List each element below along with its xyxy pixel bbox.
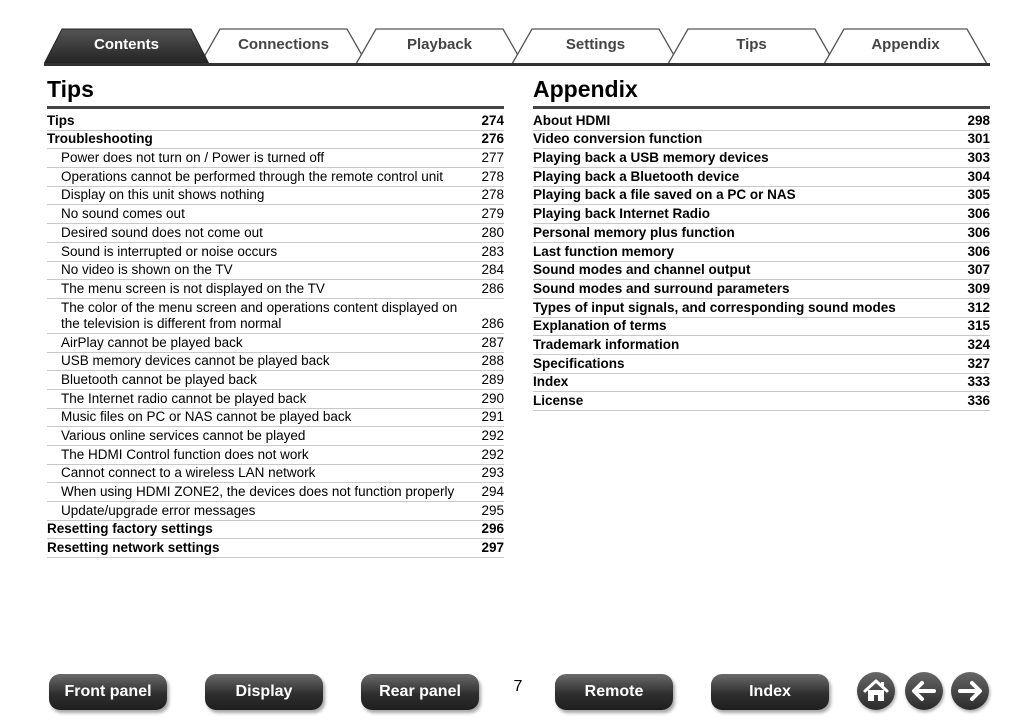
toc-title: The Internet radio cannot be played back — [61, 390, 307, 406]
toc-row[interactable] — [47, 187, 504, 206]
toc-page: 286 — [481, 280, 504, 296]
arrow-right-icon[interactable] — [951, 672, 989, 710]
toc-page: 298 — [967, 112, 990, 128]
toc-page: 336 — [967, 393, 990, 408]
toc-row[interactable] — [47, 409, 504, 428]
toc-row[interactable] — [533, 205, 990, 224]
toc-page: 278 — [481, 187, 504, 203]
toc-page: 306 — [967, 206, 990, 222]
toc-row[interactable] — [47, 502, 504, 521]
section-title-tips: Tips — [47, 74, 504, 109]
toc-row[interactable] — [533, 262, 990, 281]
toc-page: 284 — [481, 262, 504, 278]
remote-button[interactable]: Remote — [555, 674, 673, 710]
section-title-appendix: Appendix — [533, 74, 990, 109]
toc-title: Display on this unit shows nothing — [61, 187, 265, 203]
toc-title: Video conversion function — [533, 131, 703, 147]
toc-title: No video is shown on the TV — [61, 262, 233, 278]
toc-row[interactable] — [533, 392, 990, 411]
tab-baseline — [44, 63, 990, 66]
toc-page: 292 — [481, 446, 504, 462]
tab-connections[interactable]: Connections — [238, 36, 329, 53]
toc-row[interactable] — [47, 427, 504, 446]
toc-page: 286 — [481, 315, 504, 331]
display-button[interactable]: Display — [205, 674, 323, 710]
toc-title: Cannot connect to a wireless LAN network — [61, 465, 316, 481]
toc-row[interactable] — [47, 390, 504, 409]
toc-title: Various online services cannot be played — [61, 428, 306, 443]
toc-title: AirPlay cannot be played back — [61, 334, 243, 350]
toc-page: 278 — [481, 168, 504, 184]
toc-page: 301 — [967, 131, 990, 147]
tips-section — [47, 74, 504, 558]
tab-contents[interactable]: Contents — [94, 36, 159, 53]
toc-title: No sound comes out — [61, 206, 185, 222]
toc-row[interactable] — [47, 371, 504, 390]
toc-row[interactable] — [47, 299, 504, 334]
toc-page: 303 — [967, 150, 990, 166]
toc-row[interactable] — [533, 280, 990, 299]
toc-row[interactable] — [47, 521, 504, 540]
toc-title: Explanation of terms — [533, 318, 667, 334]
toc-page: 290 — [481, 390, 504, 406]
toc-title: Sound modes and surround parameters — [533, 280, 790, 296]
toc-row[interactable] — [533, 112, 990, 131]
toc-row[interactable] — [47, 465, 504, 484]
toc-page: 305 — [967, 187, 990, 203]
toc-row[interactable] — [533, 374, 990, 393]
toc-row[interactable] — [47, 539, 504, 558]
toc-page: 294 — [481, 484, 504, 500]
toc-page: 306 — [967, 224, 990, 240]
toc-page: 312 — [967, 299, 990, 315]
toc-row[interactable] — [47, 168, 504, 187]
toc-row[interactable] — [533, 336, 990, 355]
tab-tips[interactable]: Tips — [736, 36, 767, 53]
toc-title: Sound modes and channel output — [533, 262, 751, 278]
toc-row[interactable] — [533, 299, 990, 318]
toc-title: Last function memory — [533, 243, 675, 259]
toc-page: 289 — [481, 371, 504, 387]
toc-title: Update/upgrade error messages — [61, 502, 256, 518]
toc-title: Power does not turn on / Power is turned off — [61, 150, 325, 166]
toc-title: Types of input signals, and corresponding sound modes — [533, 299, 896, 315]
toc-title: Sound is interrupted or noise occurs — [61, 243, 278, 259]
toc-row[interactable] — [533, 355, 990, 374]
toc-page: 280 — [481, 224, 504, 240]
toc-title: Bluetooth cannot be played back — [61, 371, 257, 387]
toc-row[interactable] — [47, 334, 504, 353]
toc-row[interactable] — [47, 224, 504, 243]
toc-row[interactable] — [47, 262, 504, 281]
toc-title: Trademark information — [533, 336, 680, 352]
appendix-section — [533, 74, 990, 411]
arrow-left-icon[interactable] — [905, 672, 943, 710]
toc-row[interactable] — [47, 131, 504, 150]
tab-settings[interactable]: Settings — [565, 36, 626, 53]
toc-page: 295 — [481, 502, 504, 518]
tab-appendix[interactable]: Appendix — [871, 36, 940, 53]
toc-page: 304 — [967, 168, 990, 184]
toc-title: The HDMI Control function does not work — [61, 446, 309, 462]
toc-title: Playing back a USB memory devices — [533, 150, 769, 166]
toc-page: 307 — [967, 262, 990, 278]
toc-page: 309 — [967, 280, 990, 296]
toc-title: Resetting factory settings — [47, 521, 213, 537]
toc-row[interactable] — [533, 149, 990, 168]
toc-title: Music files on PC or NAS cannot be played back — [61, 409, 352, 425]
rear-panel-button[interactable]: Rear panel — [361, 674, 479, 710]
toc-page: 283 — [481, 243, 504, 259]
toc-page: 288 — [481, 353, 504, 369]
toc-title: The color of the menu screen and operations content displayed on the television is different from normal — [61, 299, 458, 331]
toc-page: 291 — [481, 409, 504, 425]
toc-page: 292 — [481, 428, 504, 443]
toc-title: Desired sound does not come out — [61, 224, 263, 240]
toc-title: Tips — [47, 112, 75, 128]
toc-page: 297 — [481, 540, 504, 556]
toc-row[interactable] — [47, 112, 504, 131]
toc-page: 315 — [967, 318, 990, 334]
toc-page: 293 — [481, 465, 504, 481]
toc-title: Operations cannot be performed through the remote control unit — [61, 168, 443, 184]
toc-row[interactable] — [47, 205, 504, 224]
toc-row[interactable] — [47, 446, 504, 465]
appendix-toc — [533, 112, 990, 411]
toc-row[interactable] — [47, 483, 504, 502]
page-number: 7 — [513, 678, 523, 695]
toc-title: About HDMI — [533, 112, 611, 128]
toc-page: 274 — [481, 112, 504, 128]
toc-page: 306 — [967, 243, 990, 259]
toc-title: The menu screen is not displayed on the TV — [61, 280, 325, 296]
toc-row[interactable] — [533, 187, 990, 206]
toc-title: When using HDMI ZONE2, the devices does not function properly — [61, 484, 455, 500]
toc-row[interactable] — [533, 168, 990, 187]
toc-row[interactable] — [47, 280, 504, 299]
toc-row[interactable] — [533, 318, 990, 337]
toc-row[interactable] — [533, 224, 990, 243]
toc-title: Playing back Internet Radio — [533, 206, 711, 222]
toc-page: 296 — [481, 521, 504, 537]
toc-page: 277 — [481, 150, 504, 166]
tips-toc — [47, 112, 504, 558]
toc-title: Index — [533, 374, 569, 390]
toc-title: Playing back a file saved on a PC or NAS — [533, 187, 796, 203]
toc-page: 287 — [481, 334, 504, 350]
tab-playback[interactable]: Playback — [406, 36, 473, 53]
toc-title: License — [533, 393, 584, 408]
toc-title: Troubleshooting — [47, 131, 153, 147]
toc-page: 333 — [967, 374, 990, 390]
toc-page: 276 — [481, 131, 504, 147]
toc-title: Specifications — [533, 355, 625, 371]
toc-title: USB memory devices cannot be played back — [61, 353, 330, 369]
toc-row[interactable] — [47, 353, 504, 372]
toc-page: 279 — [481, 206, 504, 222]
home-icon[interactable] — [857, 672, 895, 710]
tab-bar — [44, 26, 990, 66]
front-panel-button[interactable]: Front panel — [49, 674, 167, 710]
index-button[interactable]: Index — [711, 674, 829, 710]
toc-row[interactable] — [533, 243, 990, 262]
toc-page: 327 — [967, 355, 990, 371]
toc-row[interactable] — [47, 149, 504, 168]
toc-row[interactable] — [47, 243, 504, 262]
toc-title: Playing back a Bluetooth device — [533, 168, 740, 184]
toc-title: Resetting network settings — [47, 540, 220, 556]
toc-row[interactable] — [533, 131, 990, 150]
toc-page: 324 — [967, 336, 990, 352]
toc-title: Personal memory plus function — [533, 224, 735, 240]
